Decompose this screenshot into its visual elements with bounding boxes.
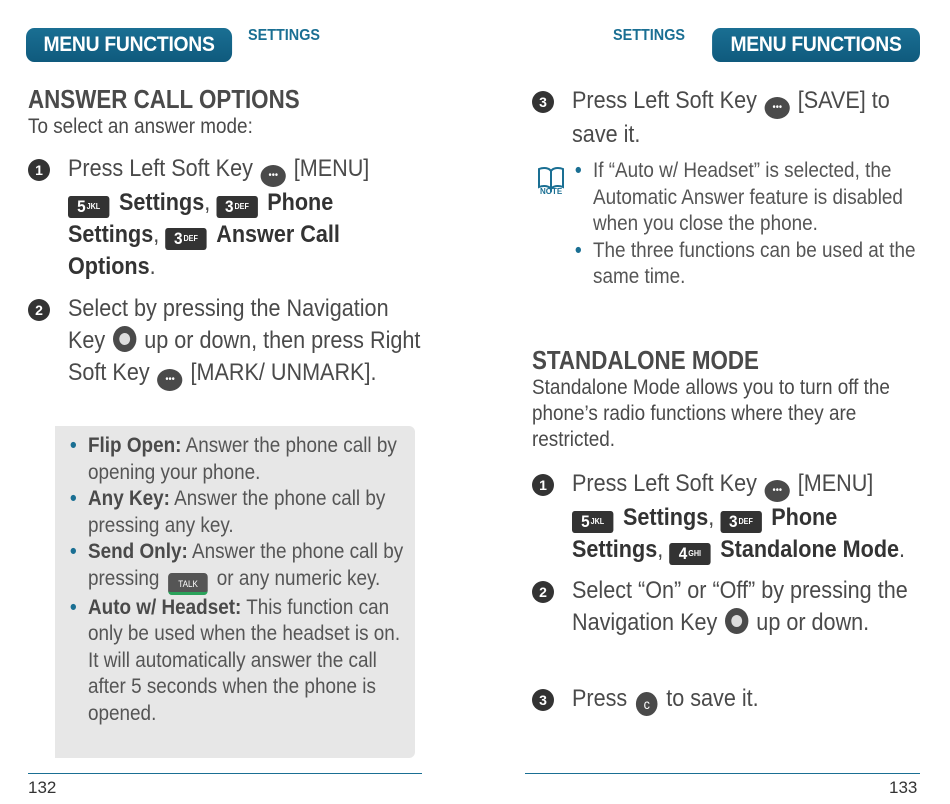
menu-label: [MENU] bbox=[293, 155, 370, 182]
step-number-badge: 2 bbox=[532, 581, 554, 603]
section-tag-left: SETTINGS bbox=[248, 27, 321, 44]
page-number-left: 132 bbox=[28, 778, 57, 797]
right-step-3-save-text: Press Left Soft Key ••• [SAVE] to save it. bbox=[572, 87, 890, 148]
step-number-badge: 3 bbox=[532, 689, 554, 711]
section-tag-right: SETTINGS bbox=[613, 27, 686, 44]
left-step-1-text: Press Left Soft Key ••• [MENU] 5 JKL Settings, 3 DEF Phone Settings, 3 DEF Answer Call Options. bbox=[68, 155, 370, 280]
note-label: NOTE bbox=[540, 187, 563, 196]
list-item: • Send Only: Answer the phone call by pressing TALK or any numeric key. bbox=[70, 539, 412, 595]
key-3-icon: 3 DEF bbox=[216, 196, 257, 218]
right-step-2-text: Select “On” or “Off” by pressing the Navigation Key up or down. bbox=[572, 577, 908, 636]
navigation-key-icon bbox=[725, 608, 748, 634]
key-3-icon: 3 DEF bbox=[720, 511, 761, 533]
talk-key-icon: TALK bbox=[168, 573, 208, 595]
footer-divider-left bbox=[28, 773, 422, 774]
soft-key-icon: ••• bbox=[765, 97, 790, 119]
settings-label: Settings bbox=[119, 189, 205, 216]
note-list bbox=[575, 158, 917, 291]
key-4-icon: 4 GHI bbox=[669, 543, 710, 565]
phone-settings-label: Phone Settings bbox=[68, 189, 334, 248]
right-step-1-text: Press Left Soft Key ••• [MENU] 5 JKL Settings, 3 DEF Phone Settings, 4 GHI Standalone Mode. bbox=[572, 470, 906, 563]
clear-key-icon: c bbox=[636, 692, 658, 716]
standalone-mode-heading: STANDALONE MODE bbox=[532, 345, 759, 375]
step-number-badge: 2 bbox=[28, 299, 50, 321]
menu-functions-tab-right: MENU FUNCTIONS bbox=[712, 28, 920, 62]
footer-divider-right bbox=[525, 773, 920, 774]
page-number-right: 133 bbox=[889, 778, 918, 797]
list-item: • If “Auto w/ Headset” is selected, the Automatic Answer feature is disabled when you close the phone. bbox=[575, 158, 917, 238]
step-number-badge: 1 bbox=[28, 159, 50, 181]
list-item: • Any Key: Answer the phone call by pressing any key. bbox=[70, 486, 412, 539]
key-3-icon: 3 DEF bbox=[165, 228, 206, 250]
soft-key-icon: ••• bbox=[157, 369, 182, 391]
step-number-badge: 3 bbox=[532, 91, 554, 113]
answer-call-options-heading: ANSWER CALL OPTIONS bbox=[28, 84, 300, 114]
list-item: • Flip Open: Answer the phone call by opening your phone. bbox=[70, 433, 412, 486]
list-item: • Auto w/ Headset: This function can only be used when the headset is on. It will automatically answer the call after 5 seconds when the phone is opened. bbox=[70, 595, 412, 728]
menu-functions-tab-left: MENU FUNCTIONS bbox=[26, 28, 232, 62]
standalone-mode-intro: Standalone Mode allows you to turn off the phone’s radio functions where they are restricted. bbox=[532, 376, 890, 451]
step-number-badge: 1 bbox=[532, 474, 554, 496]
answer-options-list bbox=[70, 433, 412, 727]
list-item: • The three functions can be used at the same time. bbox=[575, 238, 917, 291]
key-5-icon: 5 JKL bbox=[572, 511, 613, 533]
step-text-press: Press Left Soft Key bbox=[68, 155, 253, 182]
navigation-key-icon bbox=[113, 326, 136, 352]
key-5-icon: 5 JKL bbox=[68, 196, 109, 218]
soft-key-icon: ••• bbox=[261, 165, 286, 187]
soft-key-icon: ••• bbox=[765, 480, 790, 502]
answer-call-options-label: Answer Call Options bbox=[68, 221, 340, 280]
left-step-2-text: Select by pressing the Navigation Key up or down, then press Right Soft Key ••• [MARK/ UNMARK]. bbox=[68, 293, 428, 391]
right-step-3-text: Press c to save it. bbox=[572, 683, 932, 716]
answer-call-options-intro: To select an answer mode: bbox=[28, 115, 253, 138]
